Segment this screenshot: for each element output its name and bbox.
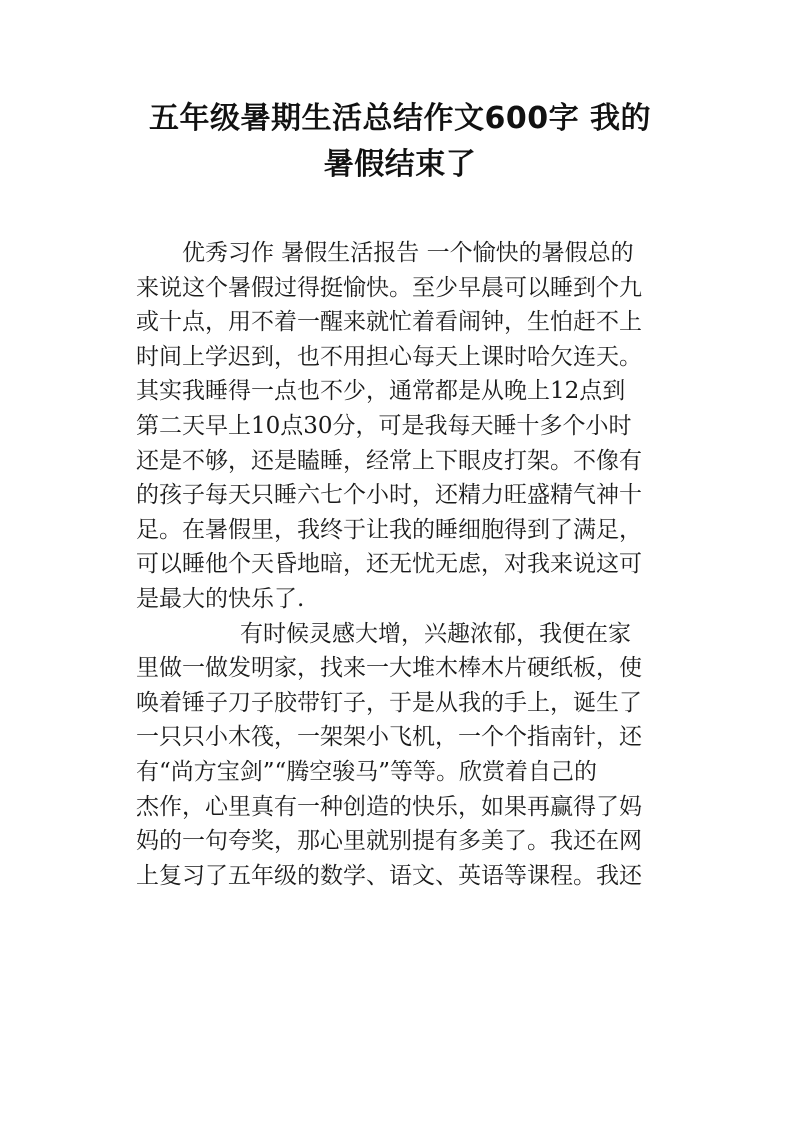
paragraph-1-line-10: 可以睡他个天昏地暗，还无忧无虑，对我来说这可 (136, 551, 642, 578)
paragraph-2-line-1: 有时候灵感大增，兴趣浓郁，我便在家 (240, 620, 631, 647)
document-title (120, 96, 680, 188)
paragraph-2 (136, 617, 676, 894)
paragraph-1-line-5: 其实我睡得一点也不少，通常都是从晚上12点到 (136, 378, 626, 405)
paragraph-1-line-8: 的孩子每天只睡六七个小时，还精力旺盛精气神十 (136, 482, 642, 509)
paragraph-1 (136, 236, 676, 617)
paragraph-2-line-5: 有“尚方宝剑”“腾空骏马”等等。欣赏着自己的 (136, 758, 598, 785)
paragraph-2-line-7: 妈的一句夸奖，那心里就别提有多美了。我还在网 (136, 828, 642, 855)
paragraph-1-line-2: 来说这个暑假过得挺愉快。至少早晨可以睡到个九 (136, 274, 642, 301)
paragraph-1-line-3: 或十点，用不着一醒来就忙着看闹钟，生怕赶不上 (136, 309, 642, 336)
document-body (136, 236, 676, 893)
title-line-2: 暑假结束了 (323, 147, 477, 182)
paragraph-1-line-9: 足。在暑假里，我终于让我的睡细胞得到了满足， (136, 516, 642, 543)
paragraph-2-line-3: 唤着锤子刀子胶带钉子，于是从我的手上，诞生了 (136, 689, 642, 716)
title-line-1: 五年级暑期生活总结作文600字 我的 (148, 101, 652, 136)
paragraph-2-line-8: 上复习了五年级的数学、语文、英语等课程。我还 (136, 862, 642, 889)
paragraph-1-line-4: 时间上学迟到，也不用担心每天上课时哈欠连天。 (136, 343, 642, 370)
paragraph-1-line-1: 优秀习作 暑假生活报告 一个愉快的暑假总的 (182, 240, 634, 266)
paragraph-1-line-11: 是最大的快乐了. (136, 585, 305, 612)
paragraph-1-line-7: 还是不够，还是瞌睡，经常上下眼皮打架。不像有 (136, 447, 642, 474)
paragraph-1-line-6: 第二天早上10点30分，可是我每天睡十多个小时 (136, 412, 632, 439)
paragraph-2-line-4: 一只只小木筏，一架架小飞机，一个个指南针，还 (136, 724, 642, 751)
paragraph-2-line-6: 杰作，心里真有一种创造的快乐，如果再赢得了妈 (136, 793, 642, 820)
paragraph-2-line-2: 里做一做发明家，找来一大堆木棒木片硬纸板，使 (136, 655, 642, 682)
